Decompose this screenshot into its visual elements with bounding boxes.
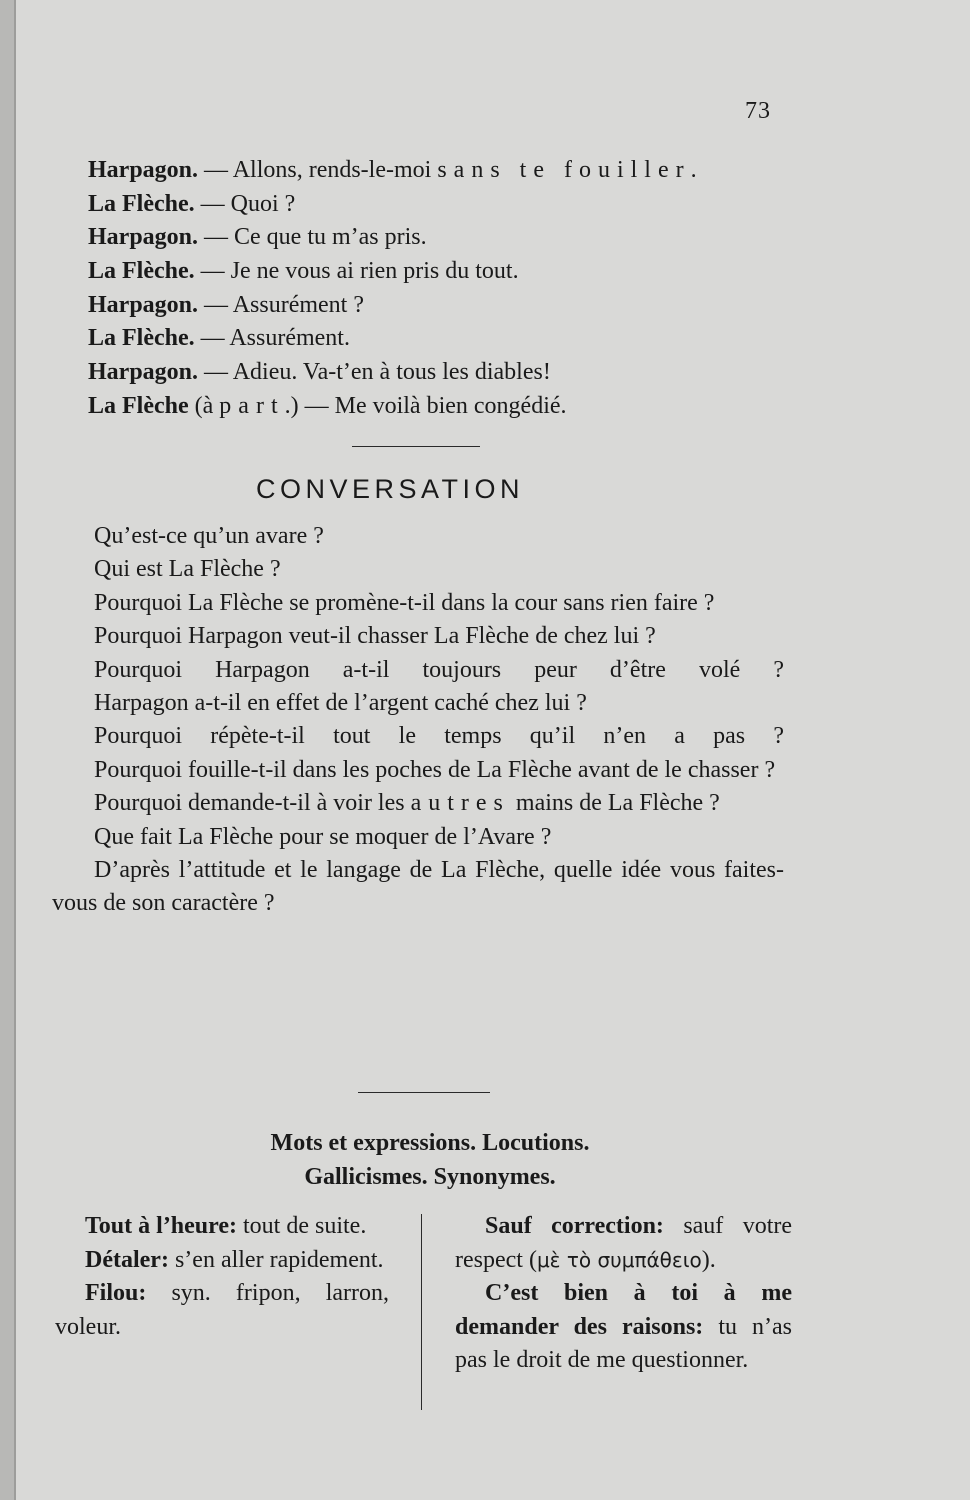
question: Qui est La Flèche ?: [94, 556, 281, 583]
vocabulary-definition-end: ).: [701, 1246, 716, 1273]
speaker-name: Harpagon.: [88, 157, 199, 183]
vocabulary-entry: [455, 1210, 792, 1277]
speaker-name: La Flèche.: [88, 258, 195, 285]
vocabulary-entry: [455, 1277, 792, 1378]
page-number: 73: [745, 98, 771, 124]
question-list: [52, 520, 784, 921]
dialogue-block: [88, 154, 788, 424]
dialogue-line: [88, 255, 788, 289]
speaker-name: Harpagon.: [88, 291, 199, 318]
vocabulary-term: Filou:: [85, 1280, 147, 1306]
speaker-name: La Flèche: [88, 392, 189, 419]
vocabulary-definition: syn. fripon, larron, voleur.: [55, 1280, 389, 1340]
section-divider: [358, 1092, 490, 1093]
dialogue-line: [88, 322, 788, 356]
spaced-emphasis: sans te fouiller: [437, 157, 691, 183]
vocabulary-definition: s’en aller rapidement.: [168, 1246, 384, 1273]
line-text-end: .) — Me voilà bien congédié.: [284, 392, 567, 419]
spaced-emphasis: part: [219, 392, 285, 419]
question: Pourquoi Harpagon a-t-il toujours peur d’être volé ?: [94, 656, 784, 683]
vocabulary-heading-line2: Gallicismes. Synonymes.: [304, 1164, 556, 1190]
question: Que fait La Flèche pour se moquer de l’Avare ?: [94, 823, 552, 850]
line-text: — Assurément ?: [198, 291, 364, 318]
line-text: — Assurément.: [194, 325, 350, 352]
speaker-name: Harpagon.: [88, 359, 199, 386]
line-text-end: .: [690, 157, 697, 183]
line-text: — Quoi ?: [194, 190, 296, 217]
vocabulary-definition: tu n’as pas le droit de me questionner.: [455, 1313, 792, 1373]
question: Qu’est-ce qu’un avare ?: [94, 523, 324, 549]
question: Pourquoi La Flèche se promène-t-il dans la cour sans rien faire ?: [94, 589, 715, 616]
greek-translation: μὲ τὸ συμπάθειο: [536, 1247, 702, 1272]
vocabulary-entry: [55, 1210, 389, 1244]
vocabulary-term: Tout à l’heure:: [85, 1213, 238, 1239]
vocabulary-term: Sauf correction:: [485, 1213, 664, 1239]
line-text: — Adieu. Va-t’en à tous les diables!: [198, 359, 551, 386]
vocabulary-entry: [55, 1277, 389, 1344]
question: Harpagon a-t-il en effet de l’argent caché chez lui ?: [94, 690, 587, 717]
vocabulary-right-column: [455, 1210, 792, 1378]
speaker-name: Harpagon.: [88, 224, 199, 251]
vocabulary-term: Détaler:: [85, 1246, 169, 1273]
question: Pourquoi répète-t-il tout le temps qu’il n’en a pas ?: [94, 723, 784, 750]
dialogue-line: [88, 154, 788, 188]
dialogue-line: [88, 289, 788, 323]
line-text: — Ce que tu m’as pris.: [198, 224, 427, 251]
dialogue-line: [88, 221, 788, 255]
question: [52, 787, 784, 820]
dialogue-line: [88, 356, 788, 390]
spaced-emphasis: autres: [410, 790, 510, 817]
vocabulary-definition: tout de suite.: [237, 1213, 367, 1239]
dialogue-line: [88, 390, 788, 424]
section-divider: [352, 446, 480, 447]
vocabulary-definition: sauf votre respect (: [455, 1213, 793, 1273]
column-divider: [421, 1214, 422, 1410]
speaker-name: La Flèche.: [88, 190, 195, 217]
vocabulary-term: C’est bien à toi à me demander des raisons:: [455, 1280, 792, 1340]
line-text: — Je ne vous ai rien pris du tout.: [194, 258, 519, 285]
line-text: (à: [188, 392, 220, 419]
speaker-name: La Flèche.: [88, 325, 195, 352]
vocabulary-heading: [230, 1126, 630, 1194]
question-text-end: mains de La Flèche ?: [509, 790, 720, 817]
vocabulary-heading-line1: Mots et expressions. Locutions.: [270, 1130, 590, 1156]
question: Pourquoi Harpagon veut-il chasser La Flèche de chez lui ?: [94, 623, 656, 650]
vocabulary-left-column: [55, 1210, 389, 1344]
dialogue-line: [88, 188, 788, 222]
conversation-heading: CONVERSATION: [256, 474, 525, 504]
question: D’après l’attitude et le langage de La Flèche, quelle idée vous faites-vous de son caractère ?: [52, 857, 784, 917]
vocabulary-entry: [55, 1244, 389, 1278]
question: Pourquoi fouille-t-il dans les poches de La Flèche avant de le chasser ?: [94, 756, 776, 783]
question-text: Pourquoi demande-t-il à voir les: [94, 790, 411, 817]
line-text: — Allons, rends-le-moi: [198, 157, 438, 183]
